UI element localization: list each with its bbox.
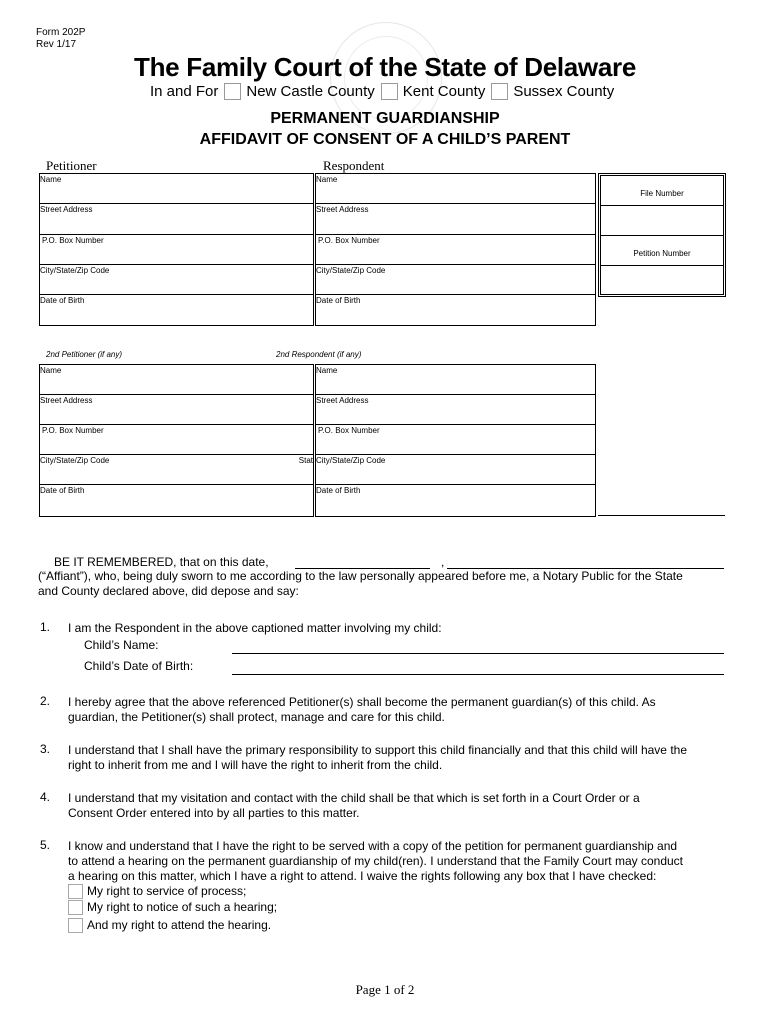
child-dob-field[interactable] <box>232 674 724 675</box>
petitioner-street-field[interactable]: Street Address <box>40 204 313 235</box>
item-3-number: 3. <box>40 742 51 756</box>
court-title: The Family Court of the State of Delaware <box>133 52 636 82</box>
new-castle-label: New Castle County <box>246 83 375 100</box>
respondent-name-field[interactable]: Name <box>316 174 595 204</box>
item-4-number: 4. <box>40 790 51 804</box>
child-name-label: Child’s Name: <box>84 638 159 652</box>
item-2-line1: I hereby agree that the above referenced Petitioner(s) shall become the permanent guardian(s) of this child. As <box>68 695 656 709</box>
second-respondent-pobox-field[interactable]: P.O. Box Number <box>316 425 595 455</box>
intro-start: BE IT REMEMBERED, that on this date, <box>54 555 269 569</box>
waiver-attend-checkbox[interactable] <box>68 918 83 933</box>
petitioner-box <box>39 173 314 326</box>
second-respondent-name-field[interactable]: Name <box>316 365 595 395</box>
petitioner-name-field[interactable]: Name <box>40 174 313 204</box>
child-dob-label: Child’s Date of Birth: <box>84 659 194 673</box>
case-number-box <box>600 175 724 295</box>
respondent-dob-field[interactable]: Date of Birth <box>316 296 361 305</box>
respondent-pobox-field[interactable]: P.O. Box Number <box>316 235 595 265</box>
file-number-label-cell <box>601 176 723 206</box>
file-number-field[interactable] <box>601 206 723 236</box>
petitioner-city-field[interactable]: City/State/Zip Code <box>40 265 313 295</box>
item-3-line2: right to inherit from me and I will have the right to inherit from the child. <box>68 758 443 772</box>
petition-number-label: Petition Number <box>633 249 691 258</box>
waiver-service: My right to service of process; <box>68 883 246 899</box>
intro-line3: and County declared above, did depose and say: <box>38 584 299 598</box>
stray-text: Stat <box>298 456 313 465</box>
waiver-notice-checkbox[interactable] <box>68 900 83 915</box>
right-rule-line <box>598 515 725 516</box>
form-revision: Rev 1/17 <box>36 39 77 50</box>
respondent-street-field[interactable]: Street Address <box>316 204 595 235</box>
second-petitioner-name-field[interactable]: Name <box>40 365 313 395</box>
waiver-service-checkbox[interactable] <box>68 884 83 899</box>
second-respondent-box <box>315 364 596 517</box>
child-name-field[interactable] <box>232 653 724 654</box>
item-1-text: I am the Respondent in the above captioned matter involving my child: <box>68 621 442 635</box>
second-petitioner-box <box>39 364 314 517</box>
petition-number-field[interactable] <box>601 266 723 296</box>
sussex-label: Sussex County <box>513 83 615 100</box>
second-petitioner-city-field[interactable]: City/State/Zip Code Stat <box>40 455 313 485</box>
item-5-line1: I know and understand that I have the right to be served with a copy of the petition for permanent guardianship and <box>68 839 678 853</box>
respondent-city-field[interactable]: City/State/Zip Code <box>316 265 595 295</box>
second-respondent-label: 2nd Respondent (if any) <box>276 350 362 359</box>
second-petitioner-label: 2nd Petitioner (if any) <box>46 350 123 359</box>
form-subtitle: AFFIDAVIT OF CONSENT OF A CHILD’S PARENT <box>199 131 571 148</box>
intro-comma: , <box>441 555 445 569</box>
intro-line2: (“Affiant”), who, being duly sworn to me according to the law personally appeared before me, a Notary Public for the State <box>38 569 683 583</box>
item-4-line1: I understand that my visitation and contact with the child shall be that which is set forth in a Court Order or a <box>68 791 640 805</box>
second-respondent-city-field[interactable]: City/State/Zip Code <box>316 455 595 485</box>
county-selector <box>150 83 614 100</box>
item-5-line3: a hearing on this matter, which I have a right to attend. I waive the rights following any box that I have checked: <box>68 869 657 883</box>
item-2-number: 2. <box>40 694 51 708</box>
petitioner-label: Petitioner <box>46 158 97 173</box>
form-title: PERMANENT GUARDIANSHIP <box>270 110 500 127</box>
second-respondent-street-field[interactable]: Street Address <box>316 395 595 425</box>
item-3-line1: I understand that I shall have the primary responsibility to support this child financially and that this child will have the <box>68 743 687 757</box>
respondent-box <box>315 173 596 326</box>
in-and-for-label: In and For <box>150 83 219 100</box>
petitioner-dob-field[interactable]: Date of Birth <box>40 296 85 305</box>
waiver-notice: My right to notice of such a hearing; <box>68 899 277 915</box>
page-number: Page 1 of 2 <box>355 982 415 997</box>
item-5-line2: to attend a hearing on the permanent guardianship of my child(ren). I understand that the Family Court may conduct <box>68 854 684 868</box>
item-1-number: 1. <box>40 620 51 634</box>
kent-checkbox[interactable] <box>381 83 398 100</box>
item-4-line2: Consent Order entered into by all parties to this matter. <box>68 806 360 820</box>
form-number: Form 202P <box>36 27 86 38</box>
waiver-attend: And my right to attend the hearing. <box>68 917 271 933</box>
new-castle-checkbox[interactable] <box>224 83 241 100</box>
sussex-checkbox[interactable] <box>491 83 508 100</box>
kent-label: Kent County <box>402 83 486 100</box>
second-petitioner-street-field[interactable]: Street Address <box>40 395 313 425</box>
form-identifier <box>36 27 85 51</box>
respondent-label: Respondent <box>323 158 385 173</box>
second-petitioner-pobox-field[interactable]: P.O. Box Number <box>40 425 313 455</box>
petition-number-label-cell <box>601 236 723 266</box>
second-petitioner-dob-field[interactable]: Date of Birth <box>40 486 85 495</box>
second-respondent-dob-field[interactable]: Date of Birth <box>316 486 361 495</box>
file-number-label: File Number <box>640 189 684 198</box>
item-2-line2: guardian, the Petitioner(s) shall protect, manage and care for this child. <box>68 710 445 724</box>
petitioner-pobox-field[interactable]: P.O. Box Number <box>40 235 313 265</box>
item-5-number: 5. <box>40 838 51 852</box>
